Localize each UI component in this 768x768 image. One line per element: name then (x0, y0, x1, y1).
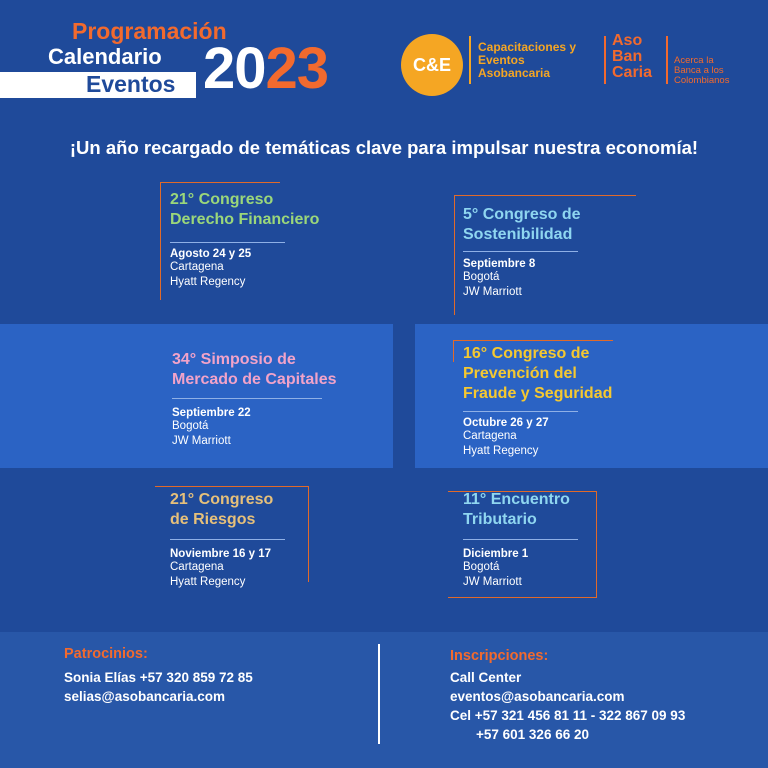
header-title-programacion: Programación (72, 18, 227, 44)
event-1-frame-top (160, 182, 280, 183)
event-6-venue: JW Marriott (463, 576, 522, 588)
sponsorship-heading: Patrocinios: (64, 646, 148, 662)
event-5-city: Cartagena (170, 561, 224, 573)
year-part-white: 20 (203, 36, 266, 101)
event-4-rule (463, 411, 578, 412)
sponsorship-contact-phone: Sonia Elías +57 320 859 72 85 (64, 670, 253, 685)
event-3-title-line1: 34° Simposio de (172, 351, 296, 368)
aso-slogan-line2: Banca a los (674, 65, 724, 76)
event-1-venue: Hyatt Regency (170, 276, 246, 288)
header-title-eventos: Eventos (86, 71, 176, 97)
event-card-riesgos (170, 490, 370, 590)
event-6-rule (463, 539, 578, 540)
event-5-title-line2: de Riesgos (170, 511, 256, 528)
event-2-frame-side (454, 195, 455, 315)
event-5-rule (170, 539, 285, 540)
registration-call-center: Call Center (450, 670, 522, 685)
event-2-frame-top (454, 195, 636, 196)
event-6-title-line2: Tributario (463, 511, 537, 528)
event-4-title-line2: Prevención del (463, 365, 577, 382)
event-3-title-line2: Mercado de Capitales (172, 371, 337, 388)
event-5-date: Noviembre 16 y 17 (170, 548, 272, 560)
event-6-city: Bogotá (463, 561, 500, 573)
registration-heading: Inscripciones: (450, 648, 549, 664)
aso-divider-right (666, 36, 668, 84)
event-2-city: Bogotá (463, 271, 500, 283)
event-4-title-line1: 16° Congreso de (463, 345, 590, 362)
event-4-frame-side (453, 340, 454, 362)
ce-brand-line1: Capacitaciones y (478, 40, 577, 54)
event-2-rule (463, 251, 578, 252)
event-6-date: Diciembre 1 (463, 548, 529, 560)
event-2-title-line1: 5° Congreso de (463, 206, 581, 223)
event-4-venue: Hyatt Regency (463, 445, 539, 457)
aso-slogan-line1: Acerca la (674, 55, 714, 66)
aso-logo-line3: Caria (612, 64, 653, 81)
event-3-date: Septiembre 22 (172, 407, 251, 419)
event-3-venue: JW Marriott (172, 435, 231, 447)
event-card-derecho-financiero (170, 190, 390, 290)
ce-logo: C&E (401, 34, 463, 96)
event-1-title-line1: 21° Congreso (170, 191, 274, 208)
aso-logo-line1: Aso (612, 32, 643, 49)
ce-divider (469, 36, 471, 84)
aso-slogan-line3: Colombianos (674, 75, 730, 86)
registration-cell-phones[interactable]: Cel +57 321 456 81 11 - 322 867 09 93 (450, 708, 686, 723)
event-card-mercado-capitales (172, 350, 387, 449)
event-2-date: Septiembre 8 (463, 258, 536, 270)
event-6-frame-bottom (448, 597, 597, 598)
asobancaria-logo (612, 33, 652, 81)
event-4-date: Octubre 26 y 27 (463, 417, 549, 429)
event-4-frame-top (453, 340, 613, 341)
registration-email-link[interactable]: eventos@asobancaria.com (450, 689, 625, 704)
event-1-city: Cartagena (170, 261, 224, 273)
event-5-venue: Hyatt Regency (170, 576, 246, 588)
asobancaria-slogan (674, 56, 754, 86)
tagline: ¡Un año recargado de temáticas clave para impulsar nuestra economía! (69, 137, 699, 158)
event-card-fraude-seguridad (463, 344, 683, 459)
event-6-title-line1: 11° Encuentro (463, 491, 570, 508)
event-4-title-line3: Fraude y Seguridad (463, 385, 613, 402)
sponsorship-contact (64, 646, 364, 706)
year-part-orange: 23 (265, 36, 329, 101)
footer-divider (378, 644, 380, 744)
event-3-city: Bogotá (172, 420, 209, 432)
registration-landline[interactable]: +57 601 326 66 20 (476, 727, 589, 742)
header-title-calendario: Calendario (48, 44, 162, 69)
ce-brand-line2: Eventos (478, 53, 525, 67)
event-card-sostenibilidad (463, 205, 683, 300)
event-4-city: Cartagena (463, 430, 517, 442)
event-1-title-line2: Derecho Financiero (170, 211, 320, 228)
registration-contact (450, 648, 760, 744)
event-3-rule (172, 398, 322, 399)
aso-logo-line2: Ban (612, 48, 643, 65)
event-5-frame-top (155, 486, 309, 487)
event-card-tributario (463, 490, 663, 590)
event-5-title-line1: 21° Congreso (170, 491, 274, 508)
aso-divider-left (604, 36, 606, 84)
ce-brand-text (478, 41, 598, 80)
event-1-date: Agosto 24 y 25 (170, 248, 252, 260)
event-1-frame-side (160, 182, 161, 300)
event-2-venue: JW Marriott (463, 286, 522, 298)
sponsorship-email-link[interactable]: selias@asobancaria.com (64, 689, 225, 704)
header-year (203, 36, 329, 101)
ce-brand-line3: Asobancaria (478, 66, 551, 80)
event-1-rule (170, 242, 285, 243)
event-2-title-line2: Sostenibilidad (463, 226, 573, 243)
